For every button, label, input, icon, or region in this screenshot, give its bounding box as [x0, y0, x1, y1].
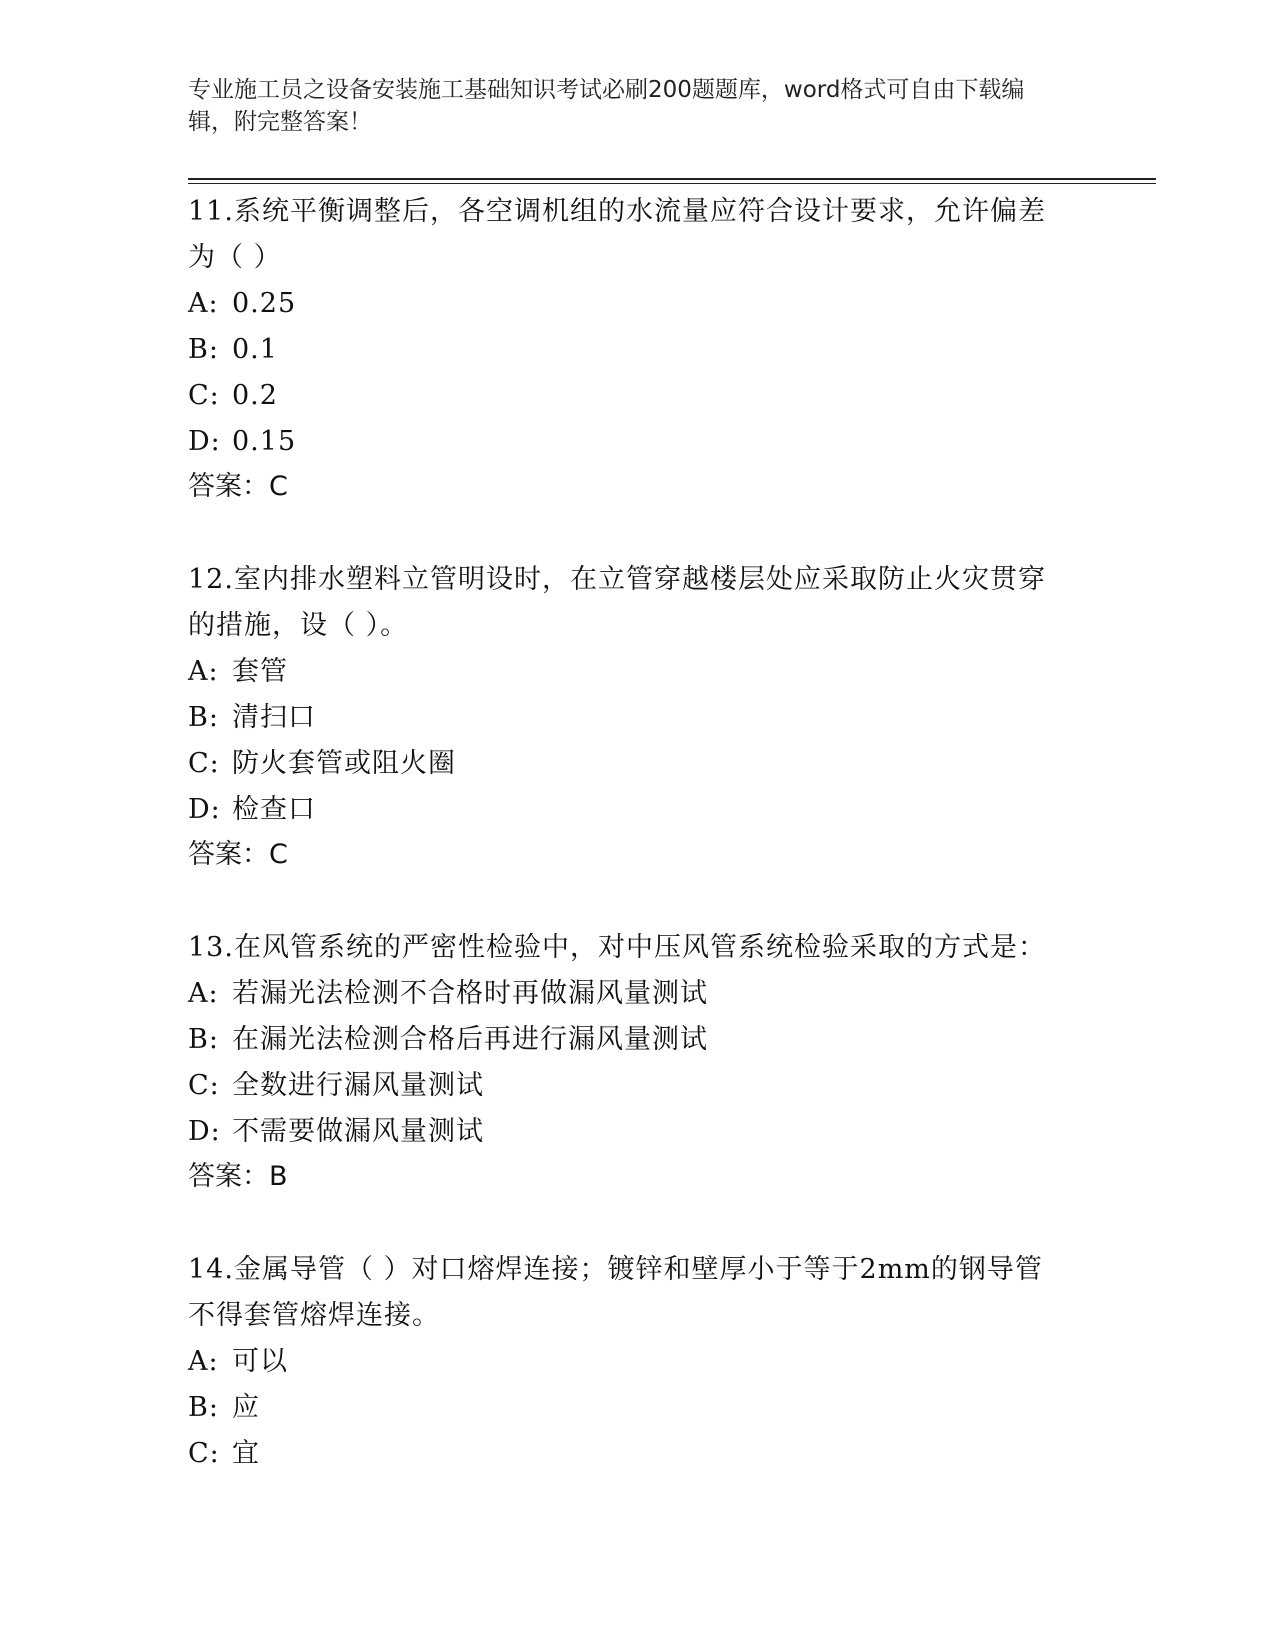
option-text: 宜 [232, 1438, 260, 1469]
answer-line: 答案：B [188, 1161, 288, 1192]
option-text: 在漏光法检测合格后再进行漏风量测试 [232, 1024, 708, 1055]
page-header: 专业施工员之设备安装施工基础知识考试必刷200题题库，word格式可自由下载编辑，附完整答案！ [188, 77, 1025, 135]
option-c [188, 741, 1088, 787]
option-c [188, 1063, 1088, 1109]
option-c [188, 1431, 1088, 1477]
option-label: C: [188, 1070, 220, 1101]
option-text: 全数进行漏风量测试 [232, 1070, 484, 1101]
option-text: 套管 [232, 656, 288, 687]
option-a [188, 1339, 1088, 1385]
option-d [188, 419, 1088, 465]
question-12 [188, 557, 1088, 877]
question-stem: 12.室内排水塑料立管明设时，在立管穿越楼层处应采取防止火灾贯穿的措施，设（ ）。 [188, 564, 1046, 641]
option-c [188, 373, 1088, 419]
option-label: A: [188, 978, 219, 1009]
header-divider-thick [188, 178, 1156, 180]
option-b [188, 1017, 1088, 1063]
option-label: D: [188, 1116, 221, 1147]
option-text: 0.1 [232, 334, 278, 365]
option-b [188, 327, 1088, 373]
option-label: D: [188, 794, 221, 825]
option-text: 防火套管或阻火圈 [232, 748, 456, 779]
option-text: 0.2 [232, 380, 278, 411]
question-stem: 13.在风管系统的严密性检验中，对中压风管系统检验采取的方式是： [188, 932, 1046, 963]
answer-line: 答案：C [188, 839, 288, 870]
answer-line: 答案：C [188, 471, 288, 502]
option-label: C: [188, 748, 220, 779]
option-a [188, 971, 1088, 1017]
option-label: B: [188, 1392, 219, 1423]
option-label: C: [188, 1438, 220, 1469]
option-label: D: [188, 426, 221, 457]
option-label: B: [188, 702, 219, 733]
question-11 [188, 189, 1088, 509]
question-14 [188, 1247, 1088, 1477]
header-divider-thin [188, 183, 1156, 184]
option-text: 应 [232, 1392, 260, 1423]
option-label: A: [188, 288, 219, 319]
question-list [188, 189, 1088, 1525]
option-d [188, 787, 1088, 833]
option-label: A: [188, 656, 219, 687]
option-text: 0.15 [232, 426, 297, 457]
option-label: C: [188, 380, 220, 411]
option-a [188, 649, 1088, 695]
option-label: A: [188, 1346, 219, 1377]
option-d [188, 1109, 1088, 1155]
option-label: B: [188, 1024, 219, 1055]
option-text: 若漏光法检测不合格时再做漏风量测试 [232, 978, 708, 1009]
question-stem: 11.系统平衡调整后，各空调机组的水流量应符合设计要求，允许偏差为（ ） [188, 196, 1046, 273]
option-text: 检查口 [232, 794, 316, 825]
option-text: 不需要做漏风量测试 [232, 1116, 484, 1147]
option-label: B: [188, 334, 219, 365]
question-stem: 14.金属导管（ ）对口熔焊连接；镀锌和壁厚小于等于2mm的钢导管不得套管熔焊连接。 [188, 1254, 1043, 1331]
option-text: 可以 [232, 1346, 288, 1377]
question-13 [188, 925, 1088, 1199]
option-b [188, 1385, 1088, 1431]
option-a [188, 281, 1088, 327]
option-text: 清扫口 [232, 702, 316, 733]
option-b [188, 695, 1088, 741]
option-text: 0.25 [232, 288, 297, 319]
